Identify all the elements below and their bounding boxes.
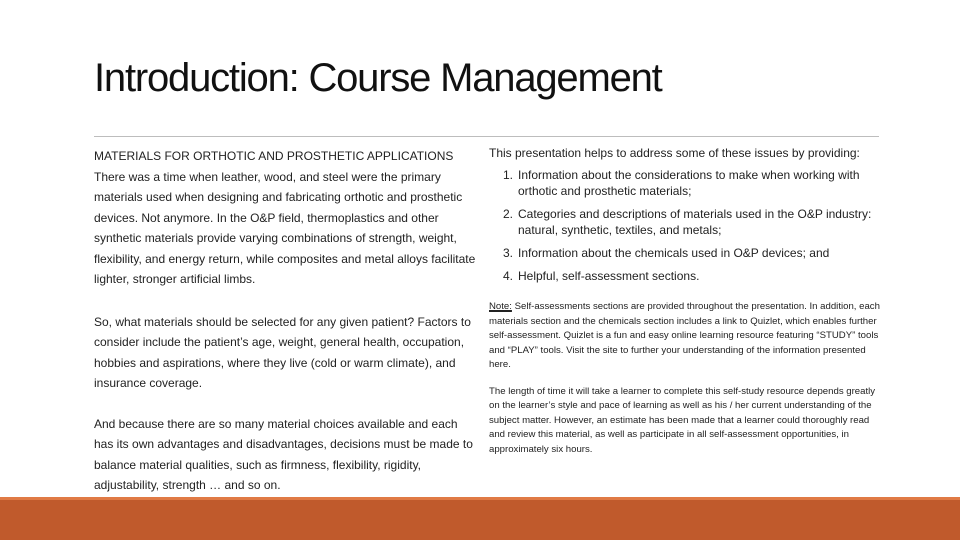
- note-label: Note:: [489, 301, 512, 312]
- presentation-intro: This presentation helps to address some of these issues by providing:: [489, 146, 860, 160]
- materials-text: There was a time when leather, wood, and steel were the primary materials used when designing and fabricating orthotic and prosthetic devices. Not anymore. In the O&P field, thermoplastics and other synthetic materials provide varying combinations of strength, weight, flexibility, and energy return, while composites and metal alloys facilitate lighter, stronger artificial limbs.: [94, 169, 476, 286]
- list-item-text: Categories and descriptions of materials used in the O&P industry: natural, synthetic, textiles, and metals;: [518, 207, 872, 237]
- list-item-text: Information about the chemicals used in O&P devices; and: [518, 246, 830, 260]
- materials-heading: MATERIALS FOR ORTHOTIC AND PROSTHETIC APPLICATIONS: [94, 149, 454, 163]
- list-item-number: 4.: [503, 269, 514, 283]
- list-item-text: Information about the considerations to make when working with orthotic and prosthetic materials;: [518, 168, 860, 198]
- left-column: [94, 146, 478, 496]
- right-column: [489, 145, 881, 457]
- title-divider: [94, 136, 879, 137]
- slide-title: Introduction: Course Management: [94, 56, 662, 100]
- note-paragraph: [489, 300, 881, 373]
- choices-paragraph: And because there are so many material choices available and each has its own advantages and disadvantages, decisions must be made to balance material qualities, such as firmness, flexibility, rigidity, adjustability, strength … and so on.: [94, 416, 473, 492]
- factors-paragraph: So, what materials should be selected for any given patient? Factors to consider include the patient’s age, weight, general health, occupation, hobbies and aspirations, where they live (cold or warm climate), and insurance coverage.: [94, 314, 471, 390]
- list-item-number: 1.: [503, 168, 514, 182]
- list-item-number: 2.: [503, 207, 514, 221]
- note-text: Self-assessments sections are provided throughout the presentation. In addition, each materials section and the chemicals section includes a link to Quizlet, which enables further self-assessment. Quizlet is a fun and easy online learning resource featuring “STUDY” tools and “PLAY” tools. Visit the site to further your understanding of the information presented here.: [489, 301, 880, 370]
- list-item: [503, 167, 881, 199]
- materials-paragraph: [94, 146, 478, 290]
- list-item-text: Helpful, self-assessment sections.: [518, 269, 700, 283]
- list-item: [503, 268, 881, 284]
- provided-list: [489, 167, 881, 284]
- list-item: [503, 206, 881, 238]
- time-estimate-paragraph: The length of time it will take a learner to complete this self-study resource depends greatly on the learner’s style and pace of learning as well as his / her current understanding of the subject matter. However, an estimate has been made that a learner could thoroughly read and review this material, as well as participate in all self-assessment opportunities, in approximately six hours.: [489, 385, 876, 455]
- list-item-number: 3.: [503, 246, 514, 260]
- list-item: [503, 245, 881, 261]
- footer-bar: [0, 500, 960, 540]
